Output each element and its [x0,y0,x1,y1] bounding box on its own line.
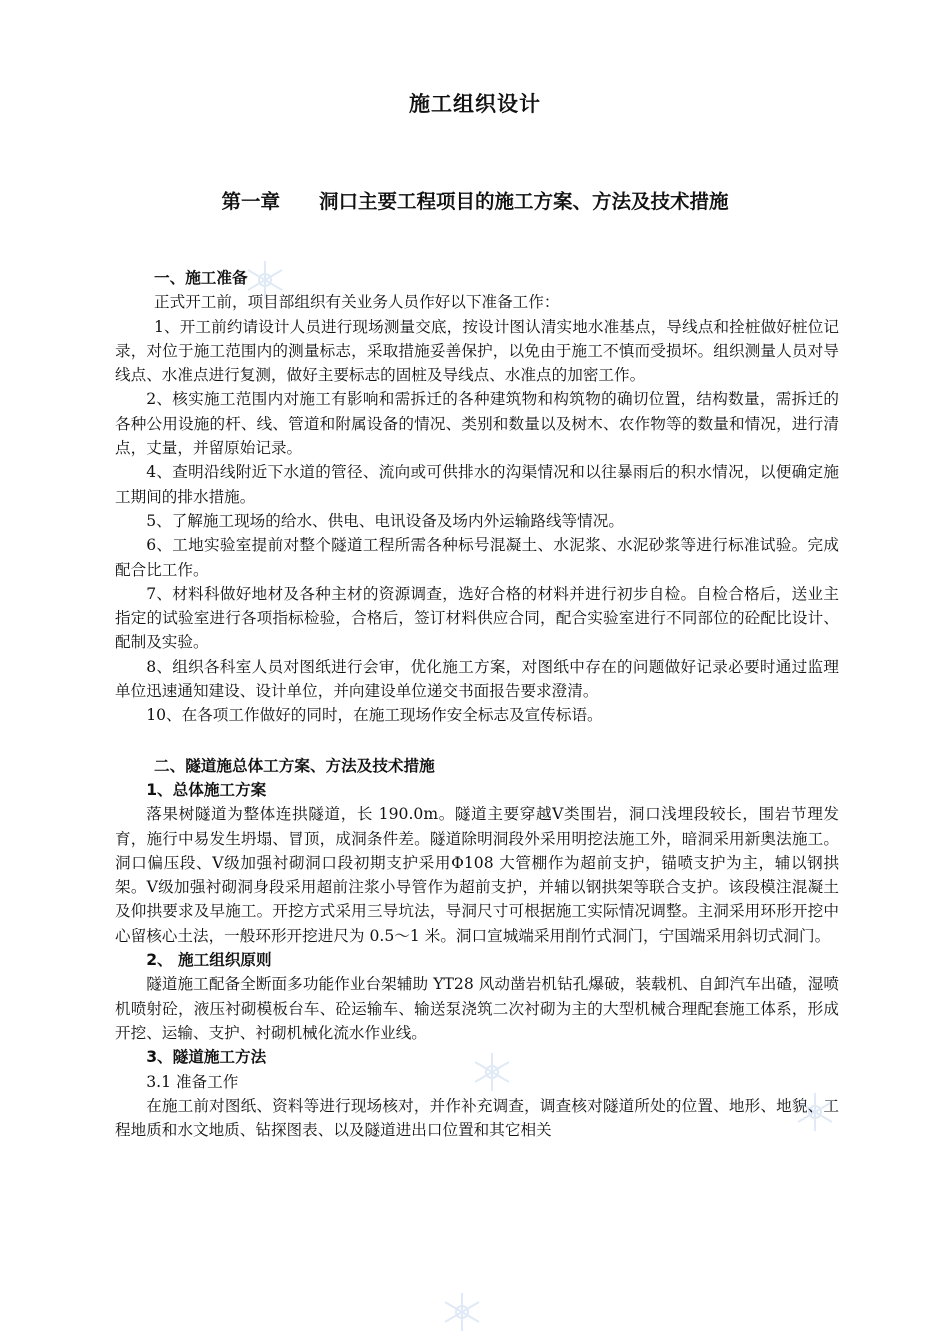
document-title: 施工组织设计 [409,92,541,116]
document-body [115,266,839,1142]
subsection-1-heading: 1、总体施工方案 [146,780,267,799]
section1-heading: 一、施工准备 [154,269,248,287]
section-spacer [115,728,839,754]
paragraph-item-5: 5、了解施工现场的给水、供电、电讯设备及场内外运输路线等情况。 [146,511,624,530]
paragraph-item-8: 8、组织各科室人员对图纸进行会审，优化施工方案，对图纸中存在的问题做好记录必要时通过监理单位迅速通知建设、设计单位，并向建设单位递交书面报告要求澄清。 [115,657,839,701]
paragraph-item-7: 7、材料科做好地材及各种主材的资源调查，选好合格的材料并进行初步自检。自检合格后，送业主指定的试验室进行各项指标检验，合格后，签订材料供应合同，配合实验室进行不同部位的砼配比设计、配制及实验。 [115,584,839,652]
subsection-2-heading: 2、 施工组织原则 [146,951,272,970]
paragraph-item-10: 10、在各项工作做好的同时，在施工现场作安全标志及宣传标语。 [146,706,603,725]
paragraph-item-4: 4、查明沿线附近下水道的管径、流向或可供排水的沟渠情况和以往暴雨后的积水情况，以便确定施工期间的排水措施。 [115,463,839,506]
snowflake-watermark-icon [243,258,287,302]
section1-intro: 正式开工前，项目部组织有关业务人员作好以下准备工作： [154,293,560,312]
subsection-1-text: 落果树隧道为整体连拱隧道，长 190.0m。隧道主要穿越Ⅴ类围岩，洞口浅埋段较长，围岩节理发育，施行中易发生坍塌、冒顶，成洞条件差。隧道除明洞段外采用明挖法施工外，暗洞采用新奥法施工。洞口偏压段、Ⅴ级加强衬砌洞口段初期支护采用Φ108 大管棚作为超前支护，锚喷支护为主，辅以钢拱架。Ⅴ级加强衬砌洞身段采用超前注浆小导管作为超前支护，并辅以钢拱架等联合支护。该段模注混凝土及仰拱要求及早施工。开挖方式采用三导坑法，导洞尺寸可根据施工实际情况调整。主洞采用环形开挖中心留核心土法，一般环形开挖进尺为 0.5～1 米。洞口宣城端采用削竹式洞门，宁国端采用斜切式洞门。 [115,805,839,945]
snowflake-watermark-icon [440,1290,484,1334]
paragraph-item-1: 1、开工前约请设计人员进行现场测量交底，按设计图认清实地水准基点，导线点和拴桩做好桩位记录，对位于施工范围内的测量标志，采取措施妥善保护，以免由于施工不慎而受损坏。组织测量人员对导线点、水准点进行复测，做好主要标志的固桩及导线点、水准点的加密工作。 [115,317,839,385]
subsection-3-1-heading: 3.1 准备工作 [146,1072,239,1091]
subsection-2-text: 隧道施工配备全断面多功能作业台架辅助 YT28 风动凿岩机钻孔爆破，装载机、自卸汽车出碴，湿喷机喷射砼，液压衬砌模板台车、砼运输车、输送泵浇筑二次衬砌为主的大型机械合理配套施工体系，形成开挖、运输、支护、衬砌机械化流水作业线。 [115,975,839,1042]
section2-heading: 二、隧道施总体工方案、方法及技术措施 [154,756,435,775]
chapter-title: 第一章 洞口主要工程项目的施工方案、方法及技术措施 [221,190,729,213]
snowflake-watermark-icon [793,1090,837,1134]
subsection-3-1-text: 在施工前对图纸、资料等进行现场核对，并作补充调查，调查核对隧道所处的位置、地形、地貌、工程地质和水文地质、钻探图表、以及隧道进出口位置和其它相关 [115,1096,839,1140]
paragraph-item-2: 2、核实施工范围内对施工有影响和需拆迁的各种建筑物和构筑物的确切位置，结构数量，需拆迁的各种公用设施的杆、线、管道和附属设备的情况、类别和数量以及树木、农作物等的数量和情况，进行清点，丈量，并留原始记录。 [115,390,839,458]
snowflake-watermark-icon [470,1050,514,1094]
paragraph-item-6: 6、工地实验室提前对整个隧道工程所需各种标号混凝土、水泥浆、水泥砂浆等进行标准试验。完成配合比工作。 [115,536,839,579]
subsection-3-heading: 3、隧道施工方法 [146,1048,267,1067]
